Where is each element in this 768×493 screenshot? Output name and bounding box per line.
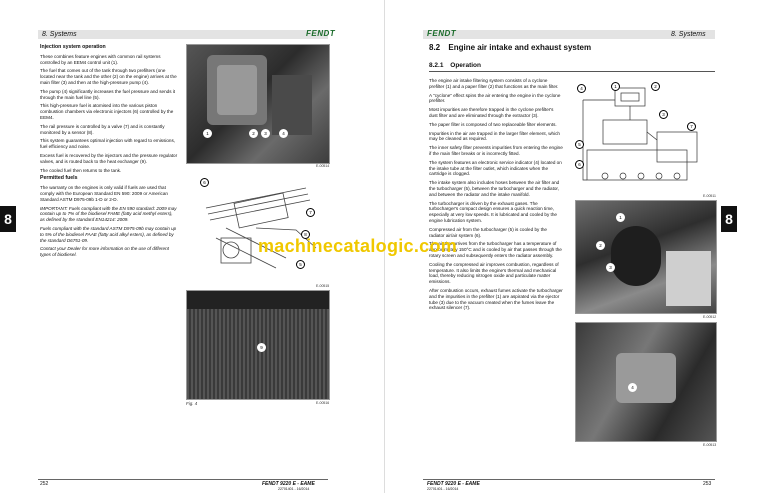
sub-title: Operation <box>450 62 481 69</box>
callout-9: 9 <box>257 343 266 352</box>
para: The cooled fuel then returns to the tank. <box>40 167 122 173</box>
para: The intake system also includes hoses between the air filter and the turbocharger (5), between the turbocharger and the radiator, and between the radiator and the intake manifold. <box>429 180 560 197</box>
fendt-logo: FENDT <box>306 29 336 38</box>
para: The warranty on the engines is only valid if fuels are used that comply with the European Standard EN 590: 2009 or American Standard ASTM D975-09b 1-D or 2-D. <box>40 185 168 202</box>
footer-line <box>38 479 328 480</box>
radiator-photo <box>186 290 330 400</box>
callout-4: 4 <box>628 383 637 392</box>
para: This system guarantees optimal injection with regard to emissions, fuel efficiency and noise. <box>40 138 176 150</box>
chapter-tab: 8 <box>0 206 16 232</box>
para: Most impurities are therefore trapped in the cyclone prefilter's dust filter and are eliminated through the extractor (3). <box>429 107 554 118</box>
figure-id: E-00516 <box>316 401 330 405</box>
important-note: IMPORTANT: Fuels compliant with the EN 590 standard: 2009 may contain up to 7% of the biodiesel FAME (fatty acid methyl esters), as defined by the standard EN14214: 2009. <box>40 205 177 223</box>
figure-id: E-00515 <box>316 284 330 288</box>
fig-label: Fig. 4 <box>186 401 198 406</box>
figure-id: E-00514 <box>316 164 330 168</box>
para: The engine air intake filtering system consists of a cyclone prefilter (1) and a paper filter (2) that functions as the main filter. <box>429 78 559 89</box>
chapter-title: Engine air intake and exhaust system <box>448 43 592 52</box>
para: The inner safety filter prevents impurities from entering the engine if the main filter breaks or is incorrectly fitted. <box>429 145 563 156</box>
para: The air that arrives from the turbocharger has a temperature of approximately 150°C and is cooled by air that passes through the rotary screen and subsequently enters the radiator assembly. <box>429 241 562 258</box>
schematic-svg <box>575 80 715 192</box>
header-section: 8. Systems <box>671 31 706 38</box>
footer-code: 22701401 - 16/2014 <box>427 487 459 491</box>
callout-1: 1 <box>203 129 212 138</box>
para: This high-pressure fuel is atomised into the various piston combustion chambers via electronic injectors (6) controlled by the EEM4. <box>40 103 174 120</box>
callout-8: 8 <box>301 230 310 239</box>
callout-5: 5 <box>575 140 584 149</box>
page-number: 252 <box>40 481 49 487</box>
fendt-logo: FENDT <box>427 29 457 38</box>
footer-model: FENDT 9220 E - EAME <box>427 481 480 487</box>
chapter-heading <box>429 43 591 52</box>
callout-2: 2 <box>249 129 258 138</box>
figure-id: E-00512 <box>703 315 717 319</box>
air-intake-schematic <box>575 80 715 192</box>
sub-heading <box>429 62 481 69</box>
injection-title: Injection system operation <box>40 44 106 50</box>
para: Excess fuel is recovered by the injectors and the pressure regulator valves, and is routed back to the heat exchanger (9). <box>40 152 178 164</box>
callout-4: 4 <box>577 84 586 93</box>
para: Cooling the compressed air improves combustion, regardless of temperature. It also limits the engine's thermal and mechanical load, thereby reducing nitrogen oxide and particulate matter emissions. <box>429 261 559 285</box>
para: Impurities in the air are trapped in the larger filter element, which may be cleaned as required. <box>429 130 560 142</box>
callout-3: 3 <box>659 110 668 119</box>
callout-3: 3 <box>261 129 270 138</box>
astm-note: Fuels compliant with the standard ASTM D975-09b may contain up to 5% of the biodiesel FAAE (fatty acid alkyl esters), as defined by the standard D6751-09. <box>40 225 177 243</box>
fuel-system-diagram <box>186 168 328 280</box>
footer-model: FENDT 9220 E - EAME <box>262 481 315 487</box>
left-text-column <box>40 45 178 261</box>
callout-7: 7 <box>687 122 696 131</box>
para: The paper filter is composed of two replaceable filter elements. <box>429 121 557 127</box>
callout-3: 3 <box>606 263 615 272</box>
callout-5: 5 <box>296 260 305 269</box>
para: A "cyclone" effect spins the air entering the engine in the cyclone prefilter. <box>429 92 561 104</box>
callout-1: 1 <box>611 82 620 91</box>
para: The fuel that comes out of the tank through two prefilters (one located near the tank and the other (2) on the engine) arrives at the main filter (3) and then at the high-pressure pump (4). <box>40 68 177 85</box>
callout-2: 2 <box>596 241 605 250</box>
permitted-title: Permitted fuels <box>40 175 78 182</box>
para: The pump (4) significantly increases the fuel pressure and sends it through the main fuel line (5). <box>40 88 176 100</box>
chapter-number: 8.2 <box>429 43 441 52</box>
sub-rule <box>429 71 715 72</box>
callout-4: 4 <box>279 129 288 138</box>
figure-id: E-00513 <box>703 443 717 447</box>
para: Compressed air from the turbocharger (5) is cooled by the radiator air/air system (6). <box>429 226 547 238</box>
para: After combustion occurs, exhaust fumes activate the turbocharger and the impurities in the prefilter (1) are aspirated via the ejector tube (3) due to the vacuum created when the fumes leave the exhaust silencer (7). <box>429 287 563 311</box>
page-number: 253 <box>703 481 712 487</box>
header-section: 8. Systems <box>42 31 77 38</box>
callout-1: 1 <box>616 213 625 222</box>
callout-6: 6 <box>575 160 584 169</box>
callout-7: 7 <box>306 208 315 217</box>
callout-6: 6 <box>200 178 209 187</box>
para: The system features an electronic service indicator (4) located on the intake tube at the filter outlet, which indicates when the cartridge is clogged. <box>429 159 562 177</box>
para: These combines feature engines with common rail systems controlled by an EEM4 control unit (1). <box>40 53 161 65</box>
footer-line <box>423 479 715 480</box>
engine-photo <box>186 44 330 164</box>
chapter-tab: 8 <box>721 206 737 232</box>
sub-number: 8.2.1 <box>429 62 444 69</box>
header-bar <box>38 30 328 39</box>
right-text-column <box>429 78 563 314</box>
footer-code: 22701401 - 16/2014 <box>278 487 310 491</box>
air-filter-photo <box>575 200 717 314</box>
exhaust-photo <box>575 322 717 442</box>
figure-id: E-00511 <box>703 194 716 198</box>
callout-2: 2 <box>651 82 660 91</box>
watermark: machinecatalogic.com <box>258 236 458 256</box>
contact-note: Contact your Dealer for more information on the use of different types of biodiesel. <box>40 246 169 258</box>
para: The turbocharger is driven by the exhaust gases. The turbocharger's compact design ensures a quick reaction time, especially at very low speeds. It is lubricated and cooled by the engine lubrication system. <box>429 200 557 223</box>
para: The rail pressure is controlled by a valve (7) and is constantly monitored by a sensor (8). <box>40 123 165 135</box>
